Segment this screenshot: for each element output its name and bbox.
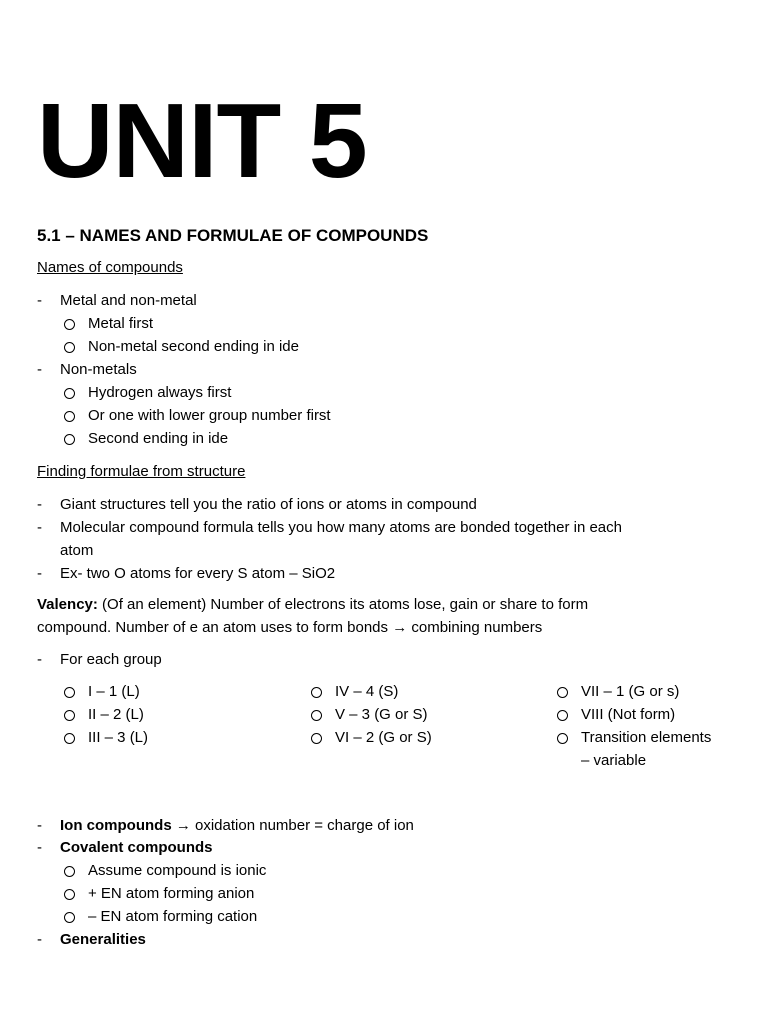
- group-text: – variable: [581, 752, 647, 769]
- valency-text: (Of an element) Number of electrons its atoms lose, gain or share to form: [97, 596, 589, 613]
- circle-bullet-icon: [557, 710, 568, 721]
- group-text: Transition elements: [581, 729, 712, 746]
- circle-bullet-icon: [64, 889, 75, 900]
- dash-bullet: -: [37, 519, 42, 536]
- circle-bullet-icon: [557, 687, 568, 698]
- group-text: VI – 2 (G or S): [335, 729, 432, 746]
- list-item-text: Metal and non-metal: [60, 292, 197, 309]
- dash-bullet: -: [37, 361, 42, 378]
- dash-bullet: -: [37, 496, 42, 513]
- list-item-text: Second ending in ide: [88, 430, 229, 447]
- valency-text: combining numbers: [407, 619, 543, 636]
- dash-bullet: -: [37, 565, 42, 582]
- list-item-text: + EN atom forming anion: [88, 885, 255, 902]
- ion-compounds-label: Ion compounds: [60, 817, 172, 834]
- group-text: III – 3 (L): [88, 729, 149, 746]
- circle-bullet-icon: [64, 733, 75, 744]
- names-heading: Names of compounds: [37, 259, 183, 276]
- list-item-text: Non-metals: [60, 361, 137, 378]
- circle-bullet-icon: [64, 710, 75, 721]
- list-item-text: [60, 814, 414, 837]
- valency-label: Valency:: [37, 596, 98, 613]
- circle-bullet-icon: [311, 733, 322, 744]
- list-item-text: Assume compound is ionic: [88, 862, 267, 879]
- circle-bullet-icon: [64, 912, 75, 923]
- circle-bullet-icon: [64, 866, 75, 877]
- circle-bullet-icon: [311, 710, 322, 721]
- group-text: VII – 1 (G or s): [581, 683, 680, 700]
- arrow-right-icon: →: [175, 817, 191, 834]
- group-text: IV – 4 (S): [335, 683, 399, 700]
- list-item-text: Ex- two O atoms for every S atom – SiO2: [60, 565, 336, 582]
- circle-bullet-icon: [64, 319, 75, 330]
- circle-bullet-icon: [557, 733, 568, 744]
- group-text: VIII (Not form): [581, 706, 676, 723]
- generalities-label: Generalities: [60, 931, 146, 948]
- dash-bullet: -: [37, 839, 42, 856]
- circle-bullet-icon: [64, 687, 75, 698]
- dash-bullet: -: [37, 292, 42, 309]
- group-text: V – 3 (G or S): [335, 706, 428, 723]
- circle-bullet-icon: [64, 342, 75, 353]
- arrow-right-icon: →: [392, 619, 408, 636]
- group-text: II – 2 (L): [88, 706, 144, 723]
- dash-bullet: -: [37, 931, 42, 948]
- circle-bullet-icon: [311, 687, 322, 698]
- list-item-text: For each group: [60, 651, 162, 668]
- list-item-text: Or one with lower group number first: [88, 407, 331, 424]
- dash-bullet: -: [37, 651, 42, 668]
- section-heading: 5.1 – NAMES AND FORMULAE OF COMPOUNDS: [37, 226, 429, 245]
- list-item-text: – EN atom forming cation: [88, 908, 258, 925]
- covalent-compounds-label: Covalent compounds: [60, 839, 213, 856]
- circle-bullet-icon: [64, 411, 75, 422]
- list-item-text: Non-metal second ending in ide: [88, 338, 299, 355]
- dash-bullet: -: [37, 817, 42, 834]
- circle-bullet-icon: [64, 388, 75, 399]
- valency-paragraph: [37, 593, 737, 639]
- ion-text: oxidation number = charge of ion: [190, 817, 414, 834]
- unit-title: UNIT 5: [37, 82, 367, 200]
- list-item-text: Molecular compound formula tells you how many atoms are bonded together in each: [60, 519, 622, 536]
- list-item-text: Metal first: [88, 315, 154, 332]
- valency-text: compound. Number of e an atom uses to form bonds: [37, 619, 393, 636]
- list-item-text: atom: [60, 542, 94, 559]
- list-item-text: Giant structures tell you the ratio of ions or atoms in compound: [60, 496, 477, 513]
- circle-bullet-icon: [64, 434, 75, 445]
- list-item-text: Hydrogen always first: [88, 384, 232, 401]
- formulae-heading: Finding formulae from structure: [37, 463, 246, 480]
- group-text: I – 1 (L): [88, 683, 140, 700]
